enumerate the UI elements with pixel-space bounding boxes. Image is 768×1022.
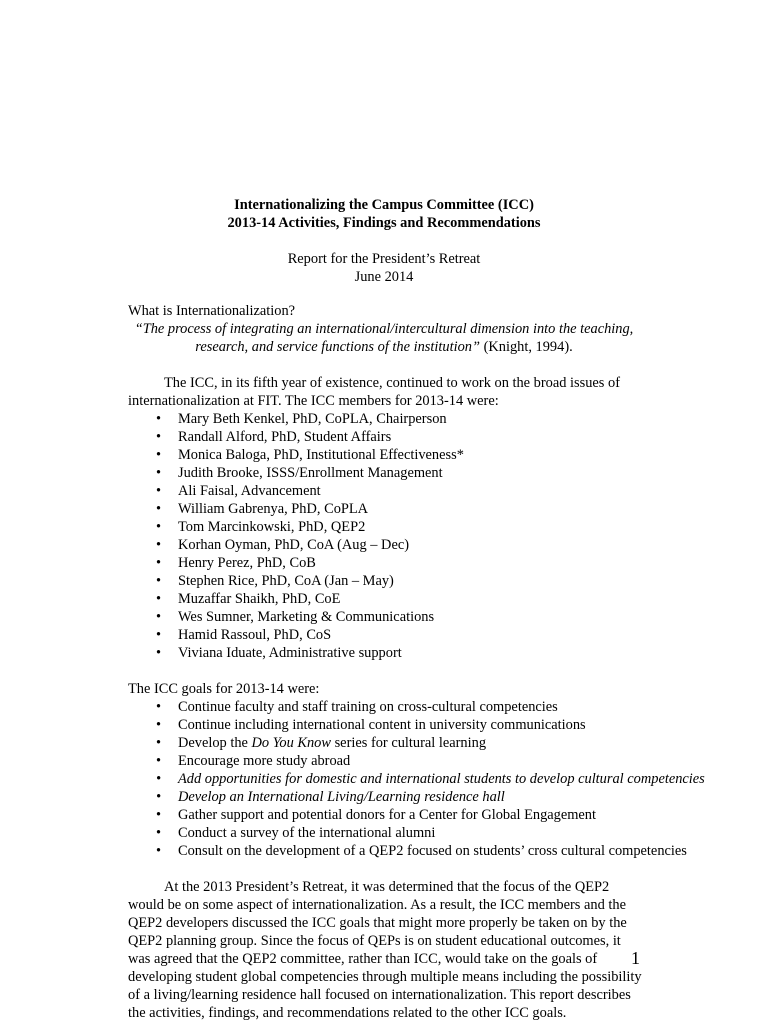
closing-paragraph-text: At the 2013 President’s Retreat, it was determined that the focus of the QEP2 would be on some aspect of internationalization. As a result, the ICC members and the QEP2 developers discussed the ICC goals that might more properly be taken on by the QEP2 planning group. Since the focus of QEPs is on student educational outcomes, it was agreed that the QEP2 committee, rather than ICC, would take on the goals of developing student global competencies through multiple means including the possibility of a living/learning residence hall focused on internationalization. This report describes the activities, findings, and recommendations related to the other ICC goals. (128, 879, 642, 1021)
list-item: • Tom Marcinkowski, PhD, QEP2 (150, 518, 464, 536)
list-item: • Consult on the development of a QEP2 focused on students’ cross cultural competencies (150, 842, 705, 860)
goal-text: series for cultural learning (330, 735, 487, 751)
list-item: • Henry Perez, PhD, CoB (150, 554, 464, 572)
list-item: • Gather support and potential donors for a Center for Global Engagement (150, 806, 705, 824)
intro-paragraph (128, 374, 643, 410)
list-item: • Randall Alford, PhD, Student Affairs (150, 428, 464, 446)
list-item: • Encourage more study abroad (150, 752, 705, 770)
closing-paragraph (128, 878, 643, 1022)
list-item: • Monica Baloga, PhD, Institutional Effectiveness* (150, 446, 464, 464)
series-name: Do You Know (251, 735, 331, 751)
report-date: June 2014 (354, 269, 414, 285)
list-item: • Stephen Rice, PhD, CoA (Jan – May) (150, 572, 464, 590)
goals-list (150, 698, 705, 860)
list-item: • Hamid Rassoul, PhD, CoS (150, 626, 464, 644)
list-item: • Mary Beth Kenkel, PhD, CoPLA, Chairperson (150, 410, 464, 428)
report-subtitle (0, 250, 768, 286)
list-item: • Continue including international content in university communications (150, 716, 705, 734)
list-item (150, 734, 705, 752)
list-item: • William Gabrenya, PhD, CoPLA (150, 500, 464, 518)
intro-paragraph-text: The ICC, in its fifth year of existence, continued to work on the broad issues of internationalization at FIT. The ICC members for 2013-14 were: (128, 375, 620, 409)
page-number: 1 (631, 948, 640, 968)
list-item: • Viviana Iduate, Administrative support (150, 644, 464, 662)
list-item: • Continue faculty and staff training on cross-cultural competencies (150, 698, 705, 716)
list-item: • Judith Brooke, ISSS/Enrollment Management (150, 464, 464, 482)
quote-text: “The process of integrating an international/intercultural dimension into the teaching, research, and service functions of the institution” (134, 321, 634, 355)
goals-heading: The ICC goals for 2013-14 were: (128, 681, 320, 697)
list-item: • Add opportunities for domestic and international students to develop cultural competencies (150, 770, 705, 788)
question-heading: What is Internationalization? (128, 303, 296, 319)
list-item: • Wes Sumner, Marketing & Communications (150, 608, 464, 626)
quote-citation: (Knight, 1994). (479, 339, 573, 355)
list-item: • Conduct a survey of the international alumni (150, 824, 705, 842)
list-item: • Ali Faisal, Advancement (150, 482, 464, 500)
list-item: • Muzaffar Shaikh, PhD, CoE (150, 590, 464, 608)
members-list (150, 410, 464, 662)
document-title (0, 196, 768, 232)
list-item: • Develop an International Living/Learning residence hall (150, 788, 705, 806)
title-line-1: Internationalizing the Campus Committee (ICC) (234, 197, 534, 213)
goal-text: Develop the (178, 735, 252, 751)
title-line-2: 2013-14 Activities, Findings and Recommendations (227, 215, 541, 231)
report-line-1: Report for the President’s Retreat (287, 251, 481, 267)
list-item: • Korhan Oyman, PhD, CoA (Aug – Dec) (150, 536, 464, 554)
definition-quote (128, 320, 640, 356)
